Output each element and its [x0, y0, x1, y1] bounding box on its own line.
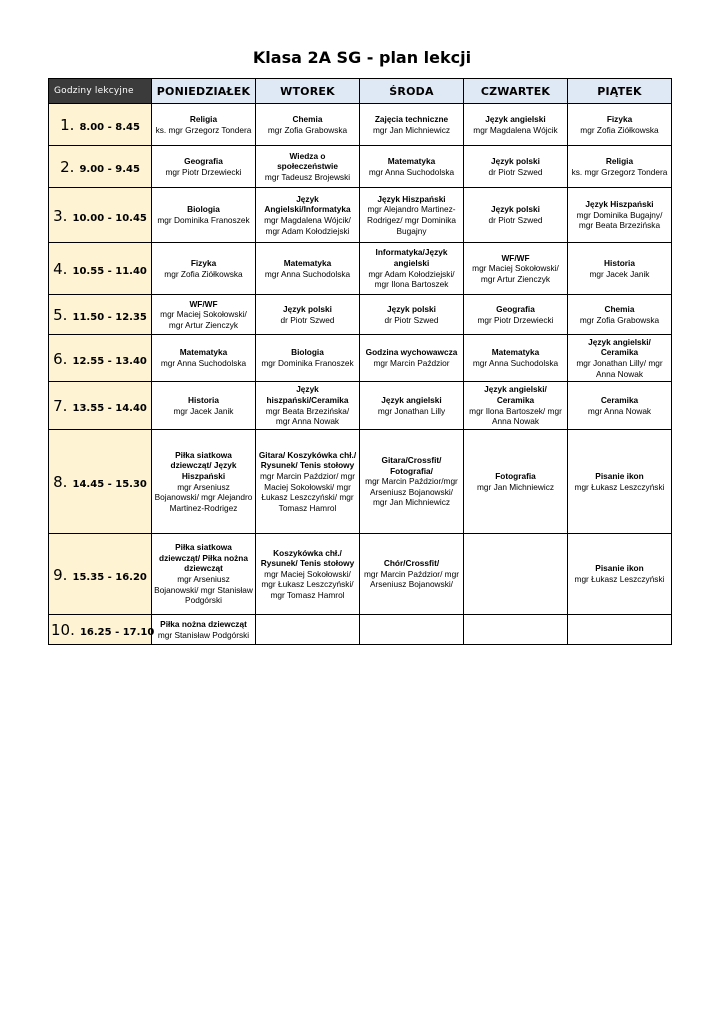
- lesson-cell-thursday: [464, 335, 568, 382]
- lesson-subject: Zajęcia techniczne: [374, 113, 449, 124]
- day-header-monday: PONIEDZIAŁEK: [152, 79, 256, 104]
- lesson-cell-monday: [152, 534, 256, 615]
- lesson-subject: Język Hiszpański: [377, 193, 446, 204]
- lesson-time: 10.55 - 11.40: [72, 266, 147, 277]
- lesson-row: [49, 243, 672, 295]
- lesson-subject: Koszykówka chł./ Rysunek/ Tenis stołowy: [260, 547, 355, 569]
- lesson-cell-wednesday: [360, 335, 464, 382]
- lesson-hour: [49, 146, 152, 188]
- lesson-teacher: mgr Jonathan Lilly/ mgr Anna Nowak: [576, 358, 663, 379]
- lesson-subject: Chemia: [292, 113, 323, 124]
- lesson-teacher: mgr Arseniusz Bojanowski/ mgr Stanisław Podgórski: [154, 574, 253, 606]
- lesson-number: 10.: [51, 621, 75, 639]
- lesson-subject: Fizyka: [190, 257, 217, 268]
- lesson-cell-thursday: [464, 295, 568, 335]
- schedule-body: [49, 104, 672, 645]
- lesson-time: 14.45 - 15.30: [72, 479, 147, 490]
- lesson-subject: Wiedza o społeczeństwie: [277, 150, 338, 172]
- lesson-teacher: mgr Jacek Janik: [589, 268, 650, 279]
- lesson-teacher: mgr Łukasz Leszczyński: [574, 574, 665, 584]
- lesson-cell-tuesday: [256, 534, 360, 615]
- lesson-cell-monday: [152, 243, 256, 295]
- lesson-subject: WF/WF: [189, 298, 218, 309]
- lesson-number: 7.: [53, 397, 68, 415]
- lesson-row: [49, 615, 672, 645]
- lesson-cell-monday: [152, 335, 256, 382]
- lesson-cell-wednesday: [360, 534, 464, 615]
- lesson-hour: [49, 534, 152, 615]
- lesson-teacher: mgr Adam Kołodziejski/ mgr Ilona Bartoszek: [368, 268, 455, 290]
- lesson-cell-thursday: [464, 534, 568, 615]
- lesson-subject: Język polski: [491, 155, 540, 166]
- lesson-cell-monday: [152, 430, 256, 534]
- lesson-subject: Język angielski/ Ceramika: [484, 384, 547, 405]
- lesson-hour: [49, 335, 152, 382]
- lesson-subject: Geografia: [184, 155, 223, 166]
- lesson-subject: Religia: [189, 113, 218, 124]
- lesson-teacher: mgr Anna Suchodolska: [472, 358, 559, 368]
- lesson-teacher: dr Piotr Szwed: [488, 215, 543, 225]
- lesson-cell-thursday: [464, 146, 568, 188]
- lesson-teacher: mgr Beata Brzezińska/ mgr Anna Nowak: [265, 405, 350, 427]
- lesson-cell-friday: [568, 534, 672, 615]
- lesson-teacher: mgr Ilona Bartoszek/ mgr Anna Nowak: [469, 405, 562, 427]
- lesson-subject: Język polski: [491, 204, 540, 215]
- lesson-hour: [49, 382, 152, 430]
- lesson-cell-friday: [568, 615, 672, 645]
- lesson-number: 9.: [53, 565, 68, 584]
- lesson-cell-thursday: [464, 188, 568, 243]
- hours-column-header: Godziny lekcyjne: [49, 79, 152, 104]
- lesson-hour: [49, 295, 152, 335]
- lesson-subject: Piłka siatkowa dziewcząt/ Piłka nożna dziewcząt: [159, 542, 248, 574]
- lesson-cell-wednesday: [360, 295, 464, 335]
- lesson-subject: Biologia: [187, 204, 220, 215]
- lesson-time: 8.00 - 8.45: [79, 122, 140, 133]
- lesson-teacher: mgr Marcin Paździor/mgr Arseniusz Bojanowski/ mgr Jan Michniewicz: [365, 476, 458, 508]
- schedule-table: [48, 78, 672, 645]
- lesson-teacher: mgr Dominika Bugajny/ mgr Beata Brzezińska: [576, 209, 663, 231]
- lesson-teacher: mgr Anna Nowak: [587, 405, 652, 416]
- lesson-subject: Geografia: [496, 303, 535, 314]
- day-header-thursday: CZWARTEK: [464, 79, 568, 104]
- lesson-time: 9.00 - 9.45: [79, 164, 140, 175]
- lesson-teacher: mgr Piotr Drzewiecki: [477, 314, 554, 325]
- lesson-teacher: mgr Zofia Grabowska: [267, 124, 348, 135]
- lesson-row: [49, 534, 672, 615]
- lesson-cell-wednesday: [360, 243, 464, 295]
- lesson-cell-thursday: [464, 243, 568, 295]
- lesson-time: 11.50 - 12.35: [72, 312, 147, 323]
- lesson-subject: WF/WF: [501, 252, 530, 263]
- lesson-time: 12.55 - 13.40: [72, 355, 147, 367]
- lesson-cell-friday: [568, 243, 672, 295]
- lesson-subject: Język Angielski/Informatyka: [264, 193, 351, 215]
- lesson-hour: [49, 615, 155, 645]
- lesson-subject: Matematyka: [491, 347, 540, 358]
- lesson-subject: Gitara/Crossfit/ Fotografia/: [381, 455, 442, 476]
- lesson-teacher: mgr Marcin Paździor/ mgr Maciej Sokołowski/ mgr Łukasz Leszczyński/ mgr Tomasz Hamrol: [260, 470, 355, 513]
- lesson-subject: Religia: [605, 155, 634, 166]
- lesson-cell-tuesday: [256, 382, 360, 430]
- lesson-cell-friday: [568, 146, 672, 188]
- lesson-cell-friday: [568, 104, 672, 146]
- lesson-row: [49, 295, 672, 335]
- lesson-subject: Piłka nożna dziewcząt: [160, 618, 247, 629]
- lesson-number: 8.: [53, 473, 68, 491]
- lesson-teacher: mgr Marcin Paździor/ mgr Arseniusz Bojanowski/: [364, 568, 459, 590]
- lesson-subject: Ceramika: [600, 394, 639, 405]
- lesson-subject: Język angielski: [485, 113, 546, 124]
- lesson-cell-thursday: [464, 104, 568, 146]
- lesson-teacher: mgr Magdalena Wójcik: [473, 124, 558, 135]
- lesson-cell-tuesday: [256, 430, 360, 534]
- page-title: Klasa 2A SG - plan lekcji: [252, 48, 472, 67]
- lesson-teacher: mgr Stanisław Podgórski: [157, 629, 250, 640]
- lesson-cell-thursday: [464, 382, 568, 430]
- lesson-cell-thursday: [464, 430, 568, 534]
- lesson-time: 16.25 - 17.10: [79, 627, 155, 638]
- lesson-subject: Język hiszpański/Ceramika: [266, 384, 349, 405]
- day-header-wednesday: ŚRODA: [360, 79, 464, 104]
- lesson-cell-tuesday: [256, 243, 360, 295]
- lesson-subject: Chemia: [604, 303, 635, 314]
- lesson-cell-monday: [152, 146, 256, 188]
- lesson-cell-monday: [152, 615, 256, 645]
- lesson-teacher: mgr Maciej Sokołowski/ mgr Łukasz Leszczyński/ mgr Tomasz Hamrol: [261, 568, 354, 600]
- lesson-cell-tuesday: [256, 104, 360, 146]
- lesson-cell-wednesday: [360, 104, 464, 146]
- lesson-teacher: mgr Tadeusz Brojewski: [264, 171, 351, 182]
- lesson-hour: [49, 104, 152, 146]
- lesson-hour: [49, 430, 152, 534]
- lesson-subject: Język polski: [387, 303, 436, 314]
- lesson-time: 15.35 - 16.20: [72, 571, 147, 583]
- lesson-cell-friday: [568, 430, 672, 534]
- lesson-subject: Godzina wychowawcza: [365, 347, 458, 358]
- lesson-number: 1.: [60, 116, 75, 134]
- lesson-subject: Chór/Crossfit/: [383, 558, 440, 569]
- lesson-teacher: mgr Jacek Janik: [173, 405, 234, 416]
- lesson-cell-wednesday: [360, 382, 464, 430]
- lesson-teacher: dr Piotr Szwed: [384, 314, 439, 325]
- lesson-number: 2.: [60, 158, 75, 176]
- lesson-subject: Język angielski/ Ceramika: [588, 336, 651, 358]
- lesson-subject: Biologia: [291, 347, 324, 358]
- lesson-subject: Język angielski: [381, 394, 442, 405]
- lesson-cell-monday: [152, 188, 256, 243]
- lesson-subject: Pisanie ikon: [595, 563, 644, 574]
- lesson-row: [49, 188, 672, 243]
- lesson-teacher: mgr Piotr Drzewiecki: [165, 166, 242, 177]
- lesson-subject: Historia: [188, 394, 219, 405]
- lesson-teacher: mgr Jonathan Lilly: [377, 405, 446, 416]
- lesson-cell-tuesday: [256, 188, 360, 243]
- lesson-teacher: mgr Magdalena Wójcik/ mgr Adam Kołodziejski: [264, 215, 351, 236]
- lesson-time: 10.00 - 10.45: [72, 212, 147, 224]
- lesson-time: 13.55 - 14.40: [72, 403, 147, 414]
- lesson-row: [49, 146, 672, 188]
- lesson-subject: Historia: [604, 257, 635, 268]
- lesson-teacher: mgr Arseniusz Bojanowski/ mgr Alejandro Martinez-Rodrigez: [154, 481, 253, 513]
- lesson-cell-friday: [568, 188, 672, 243]
- lesson-teacher: dr Piotr Szwed: [488, 166, 543, 177]
- lesson-row: [49, 430, 672, 534]
- lesson-teacher: mgr Alejandro Martinez-Rodrigez/ mgr Dominika Bugajny: [367, 204, 456, 236]
- lesson-teacher: mgr Anna Suchodolska: [160, 358, 247, 368]
- lesson-subject: Fotografia: [495, 470, 536, 481]
- header-row: [49, 79, 672, 104]
- lesson-cell-wednesday: [360, 146, 464, 188]
- lesson-teacher: mgr Zofia Grabowska: [579, 314, 660, 325]
- lesson-row: [49, 382, 672, 430]
- lesson-cell-wednesday: [360, 615, 464, 645]
- lesson-teacher: mgr Jan Michniewicz: [477, 481, 554, 492]
- lesson-row: [49, 335, 672, 382]
- lesson-cell-friday: [568, 295, 672, 335]
- lesson-teacher: dr Piotr Szwed: [280, 314, 335, 325]
- lesson-cell-monday: [152, 295, 256, 335]
- lesson-subject: Matematyka: [283, 257, 332, 268]
- lesson-number: 4.: [53, 260, 68, 278]
- lesson-subject: Informatyka/Język angielski: [375, 247, 448, 268]
- lesson-teacher: mgr Dominika Franoszek: [157, 215, 250, 225]
- lesson-subject: Matematyka: [387, 155, 436, 166]
- lesson-subject: Język Hiszpański: [585, 199, 654, 210]
- lesson-subject: Matematyka: [179, 347, 228, 358]
- lesson-cell-tuesday: [256, 146, 360, 188]
- lesson-cell-friday: [568, 335, 672, 382]
- lesson-teacher: mgr Zofia Ziółkowska: [580, 124, 659, 135]
- lesson-cell-tuesday: [256, 335, 360, 382]
- lesson-cell-wednesday: [360, 188, 464, 243]
- lesson-number: 6.: [53, 349, 68, 368]
- lesson-teacher: mgr Anna Suchodolska: [264, 268, 351, 279]
- lesson-teacher: ks. mgr Grzegorz Tondera: [571, 166, 668, 177]
- lesson-hour: [49, 243, 152, 295]
- lesson-teacher: mgr Dominika Franoszek: [261, 358, 354, 368]
- lesson-cell-monday: [152, 382, 256, 430]
- lesson-teacher: ks. mgr Grzegorz Tondera: [155, 124, 252, 135]
- lesson-cell-tuesday: [256, 615, 360, 645]
- lesson-subject: Język polski: [283, 303, 332, 314]
- lesson-subject: Pisanie ikon: [595, 470, 644, 481]
- day-header-friday: PIĄTEK: [568, 79, 672, 104]
- lesson-subject: Fizyka: [606, 113, 633, 124]
- lesson-cell-monday: [152, 104, 256, 146]
- day-header-tuesday: WTOREK: [256, 79, 360, 104]
- lesson-teacher: mgr Marcin Paździor: [373, 358, 450, 368]
- lesson-number: 3.: [53, 206, 68, 225]
- lesson-hour: [49, 188, 152, 243]
- lesson-number: 5.: [53, 306, 68, 324]
- lesson-cell-tuesday: [256, 295, 360, 335]
- lesson-cell-friday: [568, 382, 672, 430]
- lesson-subject: Gitara/ Koszykówka chł./ Rysunek/ Tenis stołowy: [258, 449, 357, 471]
- lesson-teacher: mgr Zofia Ziółkowska: [164, 268, 243, 279]
- lesson-teacher: mgr Jan Michniewicz: [373, 124, 450, 135]
- lesson-teacher: mgr Łukasz Leszczyński: [574, 481, 665, 492]
- lesson-cell-wednesday: [360, 430, 464, 534]
- lesson-teacher: mgr Maciej Sokołowski/ mgr Artur Zienczyk: [472, 263, 559, 284]
- lesson-teacher: mgr Anna Suchodolska: [368, 166, 455, 177]
- lesson-cell-thursday: [464, 615, 568, 645]
- lesson-row: [49, 104, 672, 146]
- lesson-subject: Piłka siatkowa dziewcząt/ Język Hiszpański: [170, 449, 237, 481]
- lesson-teacher: mgr Maciej Sokołowski/ mgr Artur Zienczyk: [160, 309, 247, 330]
